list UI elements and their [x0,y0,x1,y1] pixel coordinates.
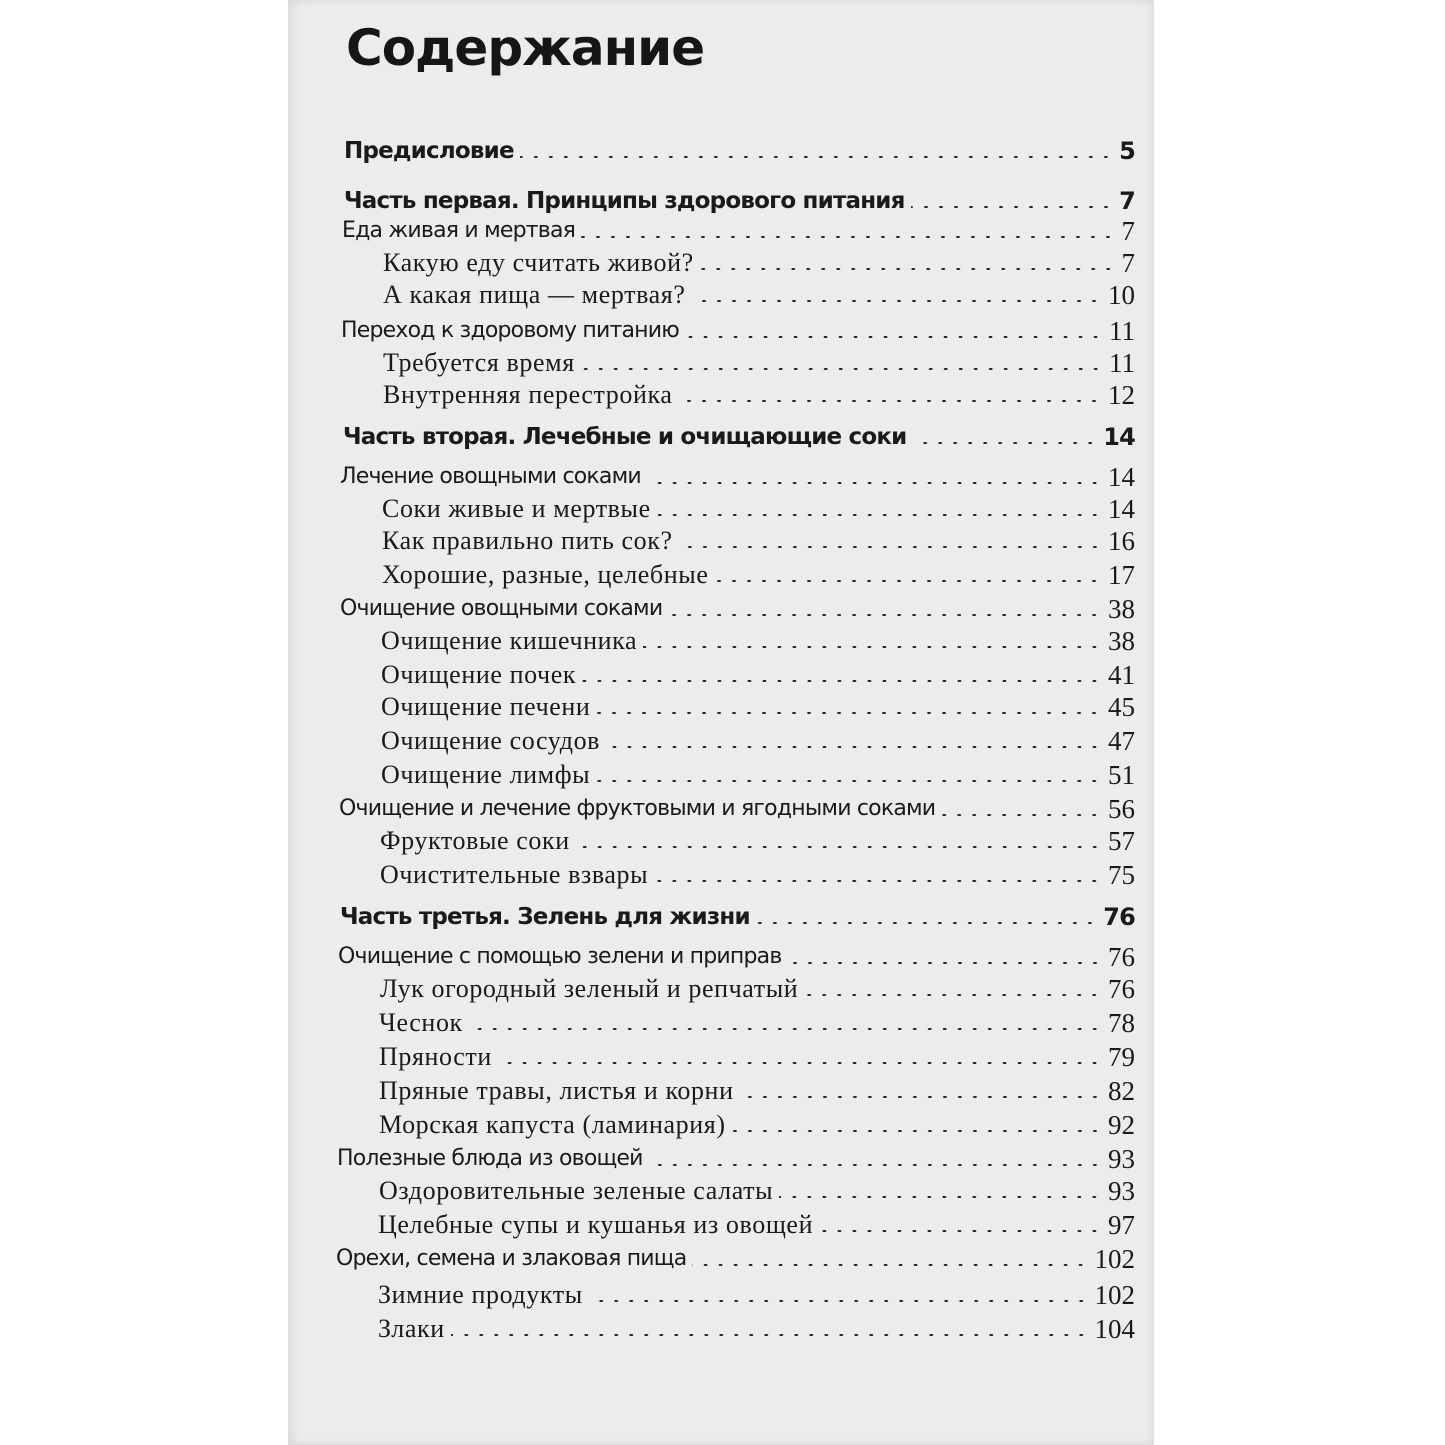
toc-entry-title: Пряные травы, листья и корни [379,1076,734,1105]
toc-entry-page-number: 47 [1108,726,1135,756]
toc-entry-page-number: 38 [1108,594,1135,624]
toc-entry-title: Требуется время [383,348,575,377]
toc-entry-page-number: 93 [1108,1176,1135,1206]
toc-entry-title: А какая пища — мертвая? [383,280,686,309]
toc-entry [381,688,1135,720]
toc-entry [344,182,1135,214]
toc-entry [381,622,1135,654]
dot-leader [451,1334,1089,1336]
dot-leader [668,614,1102,616]
toc-entry-page-number: 75 [1108,860,1135,890]
toc-entry-page-number: 76 [1108,942,1135,972]
toc-entry-page-number: 14 [1108,462,1135,492]
toc-entry-title: Соки живые и мертвые [382,494,651,523]
dot-leader [700,268,1116,270]
toc-entry [343,418,1135,450]
dot-leader [714,580,1102,582]
toc-entry-page-number: 102 [1094,1280,1135,1310]
toc-entry-title: Предисловие [344,138,514,164]
toc-entry-title: Часть третья. Зелень для жизни [340,904,750,930]
toc-entry-page-number: 51 [1108,760,1135,790]
toc-entry [383,376,1135,408]
toc-entry-page-number: 56 [1108,794,1135,824]
dot-leader [691,300,1102,302]
toc-entry [339,790,1135,822]
dot-leader [678,400,1102,402]
toc-entry-page-number: 97 [1108,1210,1135,1240]
toc-entry [338,938,1135,970]
toc-entry [340,458,1135,490]
toc-entry-title: Часть первая. Принципы здорового питания [344,188,905,214]
toc-entry-page-number: 57 [1108,826,1135,856]
toc-entry [341,312,1135,344]
dot-leader [649,1164,1102,1166]
toc-entry [336,1240,1135,1272]
toc-entry-title: Оздоровительные зеленые салаты [379,1176,774,1205]
dot-leader [657,514,1102,516]
dot-leader [804,994,1102,996]
dot-leader [692,1264,1088,1266]
dot-leader [469,1028,1102,1030]
dot-leader [643,646,1102,648]
toc-entry-title: Орехи, семена и злаковая пища [336,1246,687,1271]
dot-leader [596,712,1102,714]
toc-entry-page-number: 76 [1103,903,1135,931]
toc-entry [381,722,1135,754]
toc-entry [381,756,1135,788]
toc-entry-title: Хорошие, разные, целебные [382,560,709,589]
dot-leader [913,442,1098,444]
toc-entry-page-number: 79 [1108,1042,1135,1072]
toc-entry-page-number: 82 [1108,1076,1135,1106]
toc-entry [344,132,1135,164]
toc-entry-title: Злаки [378,1314,445,1343]
toc-entry-title: Еда живая и мертвая [342,218,576,243]
toc-entry [379,1038,1135,1070]
dot-leader [582,680,1102,682]
toc-entry [380,856,1135,888]
dot-leader [520,156,1113,158]
toc-entry-page-number: 12 [1108,380,1135,410]
toc-entry-title: Очищение кишечника [381,626,638,655]
toc-entry-page-number: 102 [1094,1244,1135,1274]
toc-entry-page-number: 93 [1108,1144,1135,1174]
toc-entry-title: Очищение и лечение фруктовыми и ягодными соками [339,796,936,821]
toc-entry-page-number: 17 [1108,560,1135,590]
toc-entry-title: Как правильно пить сок? [382,526,673,555]
toc-entry-page-number: 11 [1109,348,1135,378]
toc-entry [337,1140,1135,1172]
toc-entry-title: Очищение овощными соками [340,596,663,621]
toc-entry-page-number: 92 [1108,1110,1135,1140]
toc-entry-title: Очищение сосудов [381,726,601,755]
toc-entry-title: Пряности [379,1042,492,1071]
toc-entry [342,212,1135,244]
page-title: Содержание [346,19,705,77]
toc-entry-title: Полезные блюда из овощей [337,1146,643,1171]
toc-entry-page-number: 14 [1108,494,1135,524]
toc-entry [378,1310,1135,1342]
toc-entry [381,656,1135,688]
dot-leader [581,236,1115,238]
dot-leader [581,368,1103,370]
toc-entry-page-number: 104 [1094,1314,1135,1344]
toc-entry-title: Очищение с помощью зелени и приправ [338,944,782,969]
toc-entry-page-number: 78 [1108,1008,1135,1038]
dot-leader [596,780,1102,782]
toc-entry [383,244,1135,276]
toc-entry [380,822,1135,854]
dot-leader [740,1096,1102,1098]
toc-entry [383,276,1135,308]
toc-entry-page-number: 10 [1108,280,1135,310]
toc-entry [340,898,1135,930]
dot-leader [788,962,1102,964]
toc-entry-title: Фруктовые соки [380,826,570,855]
toc-entry-page-number: 76 [1108,974,1135,1004]
toc-entry [340,590,1135,622]
toc-entry-title: Внутренняя перестройка [383,380,673,409]
dot-leader [589,1300,1089,1302]
toc-entry-page-number: 5 [1119,137,1135,165]
dot-leader [654,880,1102,882]
toc-entry-title: Часть вторая. Лечебные и очищающие соки [343,424,907,450]
dot-leader [941,814,1102,816]
dot-leader [606,746,1102,748]
toc-entry-title: Очищение почек [381,660,577,689]
dot-leader [679,546,1102,548]
toc-entry-title: Очищение лимфы [381,760,591,789]
toc-entry-title: Морская капуста (ламинария) [379,1110,726,1139]
toc-entry-page-number: 7 [1121,248,1135,278]
toc-entry-page-number: 45 [1108,692,1135,722]
toc-entry-title: Лук огородный зеленый и репчатый [380,974,799,1003]
toc-entry-title: Лечение овощными соками [340,464,641,489]
dot-leader [779,1196,1102,1198]
toc-entry-title: Очистительные взвары [380,860,649,889]
toc-entry [379,1072,1135,1104]
dot-leader [576,846,1102,848]
toc-entry-page-number: 38 [1108,626,1135,656]
toc-entry-title: Какую еду считать живой? [383,248,694,277]
toc-entry [382,522,1135,554]
toc-entry [379,1106,1135,1138]
toc-entry-title: Чеснок [379,1008,463,1037]
toc-entry-page-number: 16 [1108,526,1135,556]
toc-entry [382,556,1135,588]
dot-leader [732,1130,1102,1132]
dot-leader [756,922,1097,924]
toc-entry-title: Целебные супы и кушанья из овощей [378,1210,814,1239]
toc-entry-page-number: 7 [1119,187,1135,215]
dot-leader [498,1062,1102,1064]
toc-entry-title: Очищение печени [381,692,591,721]
toc-entry [378,1276,1135,1308]
toc-entry [380,970,1135,1002]
toc-entry-title: Переход к здоровому питанию [341,318,679,343]
toc-entry-page-number: 41 [1108,660,1135,690]
dot-leader [685,336,1103,338]
dot-leader [911,206,1114,208]
dot-leader [819,1230,1102,1232]
toc-entry-page-number: 7 [1121,216,1135,246]
dot-leader [647,482,1102,484]
toc-entry [379,1172,1135,1204]
toc-entry [379,1004,1135,1036]
toc-entry [382,490,1135,522]
toc-entry-page-number: 11 [1109,316,1135,346]
toc-entry-title: Зимние продукты [378,1280,583,1309]
toc-entry [378,1206,1135,1238]
toc-entry [383,344,1135,376]
toc-entry-page-number: 14 [1103,423,1135,451]
